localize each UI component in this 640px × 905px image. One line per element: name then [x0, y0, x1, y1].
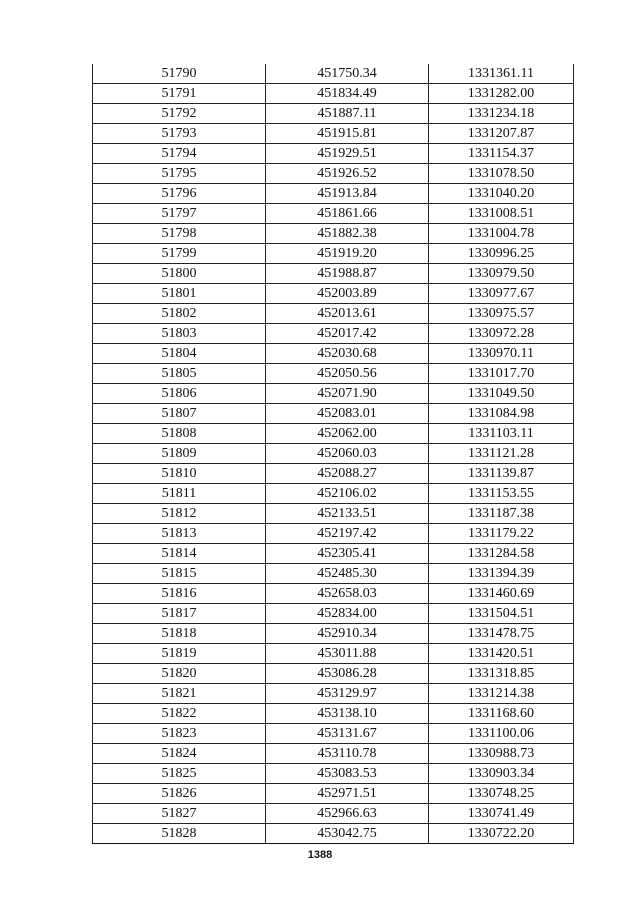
x-coordinate-cell: 453011.88	[266, 644, 429, 664]
x-coordinate-cell: 452106.02	[266, 484, 429, 504]
point-id-cell: 51810	[93, 464, 266, 484]
x-coordinate-cell: 453131.67	[266, 724, 429, 744]
y-coordinate-cell: 1331478.75	[429, 624, 574, 644]
x-coordinate-cell: 453110.78	[266, 744, 429, 764]
x-coordinate-cell: 452834.00	[266, 604, 429, 624]
point-id-cell: 51800	[93, 264, 266, 284]
point-id-cell: 51817	[93, 604, 266, 624]
x-coordinate-cell: 452485.30	[266, 564, 429, 584]
y-coordinate-cell: 1331008.51	[429, 204, 574, 224]
y-coordinate-cell: 1330977.67	[429, 284, 574, 304]
y-coordinate-cell: 1331168.60	[429, 704, 574, 724]
table-row	[93, 524, 574, 544]
point-id-cell: 51815	[93, 564, 266, 584]
point-id-cell: 51807	[93, 404, 266, 424]
table-row	[93, 464, 574, 484]
table-row	[93, 424, 574, 444]
coordinates-table	[92, 64, 574, 844]
point-id-cell: 51806	[93, 384, 266, 404]
point-id-cell: 51799	[93, 244, 266, 264]
x-coordinate-cell: 453086.28	[266, 664, 429, 684]
table-row	[93, 644, 574, 664]
point-id-cell: 51791	[93, 84, 266, 104]
y-coordinate-cell: 1331040.20	[429, 184, 574, 204]
table-row	[93, 664, 574, 684]
x-coordinate-cell: 451926.52	[266, 164, 429, 184]
point-id-cell: 51813	[93, 524, 266, 544]
y-coordinate-cell: 1330979.50	[429, 264, 574, 284]
table-row	[93, 384, 574, 404]
table-row	[93, 344, 574, 364]
y-coordinate-cell: 1331179.22	[429, 524, 574, 544]
y-coordinate-cell: 1331214.38	[429, 684, 574, 704]
y-coordinate-cell: 1331207.87	[429, 124, 574, 144]
y-coordinate-cell: 1331017.70	[429, 364, 574, 384]
table-row	[93, 604, 574, 624]
x-coordinate-cell: 452305.41	[266, 544, 429, 564]
point-id-cell: 51822	[93, 704, 266, 724]
table-row	[93, 584, 574, 604]
table-row	[93, 544, 574, 564]
table-row	[93, 224, 574, 244]
table-row	[93, 764, 574, 784]
table-row	[93, 484, 574, 504]
x-coordinate-cell: 451913.84	[266, 184, 429, 204]
x-coordinate-cell: 452062.00	[266, 424, 429, 444]
point-id-cell: 51808	[93, 424, 266, 444]
x-coordinate-cell: 453129.97	[266, 684, 429, 704]
point-id-cell: 51809	[93, 444, 266, 464]
table-row	[93, 704, 574, 724]
y-coordinate-cell: 1331318.85	[429, 664, 574, 684]
point-id-cell: 51819	[93, 644, 266, 664]
table-row	[93, 504, 574, 524]
point-id-cell: 51802	[93, 304, 266, 324]
table-row	[93, 824, 574, 844]
y-coordinate-cell: 1331103.11	[429, 424, 574, 444]
table-row	[93, 204, 574, 224]
x-coordinate-cell: 452197.42	[266, 524, 429, 544]
point-id-cell: 51804	[93, 344, 266, 364]
x-coordinate-cell: 452910.34	[266, 624, 429, 644]
y-coordinate-cell: 1330988.73	[429, 744, 574, 764]
table-row	[93, 744, 574, 764]
x-coordinate-cell: 451887.11	[266, 104, 429, 124]
y-coordinate-cell: 1331234.18	[429, 104, 574, 124]
point-id-cell: 51814	[93, 544, 266, 564]
point-id-cell: 51826	[93, 784, 266, 804]
table-row	[93, 184, 574, 204]
x-coordinate-cell: 451988.87	[266, 264, 429, 284]
y-coordinate-cell: 1331460.69	[429, 584, 574, 604]
x-coordinate-cell: 452133.51	[266, 504, 429, 524]
x-coordinate-cell: 452050.56	[266, 364, 429, 384]
point-id-cell: 51797	[93, 204, 266, 224]
point-id-cell: 51790	[93, 64, 266, 84]
table-row	[93, 404, 574, 424]
y-coordinate-cell: 1331187.38	[429, 504, 574, 524]
point-id-cell: 51820	[93, 664, 266, 684]
table-row	[93, 684, 574, 704]
point-id-cell: 51827	[93, 804, 266, 824]
y-coordinate-cell: 1331084.98	[429, 404, 574, 424]
x-coordinate-cell: 451834.49	[266, 84, 429, 104]
y-coordinate-cell: 1331004.78	[429, 224, 574, 244]
x-coordinate-cell: 452060.03	[266, 444, 429, 464]
y-coordinate-cell: 1330903.34	[429, 764, 574, 784]
x-coordinate-cell: 451915.81	[266, 124, 429, 144]
y-coordinate-cell: 1331139.87	[429, 464, 574, 484]
y-coordinate-cell: 1331078.50	[429, 164, 574, 184]
y-coordinate-cell: 1330996.25	[429, 244, 574, 264]
point-id-cell: 51793	[93, 124, 266, 144]
table-row	[93, 304, 574, 324]
y-coordinate-cell: 1331100.06	[429, 724, 574, 744]
point-id-cell: 51803	[93, 324, 266, 344]
coordinates-table-body	[93, 64, 574, 844]
point-id-cell: 51805	[93, 364, 266, 384]
x-coordinate-cell: 451929.51	[266, 144, 429, 164]
table-row	[93, 804, 574, 824]
x-coordinate-cell: 452088.27	[266, 464, 429, 484]
table-row	[93, 324, 574, 344]
point-id-cell: 51812	[93, 504, 266, 524]
y-coordinate-cell: 1330975.57	[429, 304, 574, 324]
x-coordinate-cell: 451750.34	[266, 64, 429, 84]
table-row	[93, 244, 574, 264]
y-coordinate-cell: 1330741.49	[429, 804, 574, 824]
table-row	[93, 264, 574, 284]
point-id-cell: 51811	[93, 484, 266, 504]
table-row	[93, 164, 574, 184]
y-coordinate-cell: 1331154.37	[429, 144, 574, 164]
point-id-cell: 51823	[93, 724, 266, 744]
table-row	[93, 124, 574, 144]
point-id-cell: 51792	[93, 104, 266, 124]
table-row	[93, 564, 574, 584]
y-coordinate-cell: 1331049.50	[429, 384, 574, 404]
y-coordinate-cell: 1330972.28	[429, 324, 574, 344]
point-id-cell: 51825	[93, 764, 266, 784]
x-coordinate-cell: 452083.01	[266, 404, 429, 424]
table-row	[93, 84, 574, 104]
point-id-cell: 51798	[93, 224, 266, 244]
table-row	[93, 724, 574, 744]
y-coordinate-cell: 1331361.11	[429, 64, 574, 84]
x-coordinate-cell: 452017.42	[266, 324, 429, 344]
x-coordinate-cell: 452966.63	[266, 804, 429, 824]
point-id-cell: 51816	[93, 584, 266, 604]
x-coordinate-cell: 451882.38	[266, 224, 429, 244]
x-coordinate-cell: 451861.66	[266, 204, 429, 224]
point-id-cell: 51795	[93, 164, 266, 184]
y-coordinate-cell: 1331282.00	[429, 84, 574, 104]
y-coordinate-cell: 1331153.55	[429, 484, 574, 504]
table-row	[93, 624, 574, 644]
x-coordinate-cell: 452030.68	[266, 344, 429, 364]
point-id-cell: 51828	[93, 824, 266, 844]
point-id-cell: 51794	[93, 144, 266, 164]
x-coordinate-cell: 453042.75	[266, 824, 429, 844]
y-coordinate-cell: 1331504.51	[429, 604, 574, 624]
point-id-cell: 51818	[93, 624, 266, 644]
table-row	[93, 64, 574, 84]
x-coordinate-cell: 452013.61	[266, 304, 429, 324]
table-row	[93, 284, 574, 304]
table-row	[93, 104, 574, 124]
point-id-cell: 51824	[93, 744, 266, 764]
table-row	[93, 144, 574, 164]
table-row	[93, 364, 574, 384]
x-coordinate-cell: 451919.20	[266, 244, 429, 264]
table-row	[93, 784, 574, 804]
point-id-cell: 51796	[93, 184, 266, 204]
x-coordinate-cell: 452658.03	[266, 584, 429, 604]
x-coordinate-cell: 453138.10	[266, 704, 429, 724]
y-coordinate-cell: 1331420.51	[429, 644, 574, 664]
point-id-cell: 51801	[93, 284, 266, 304]
table-row	[93, 444, 574, 464]
x-coordinate-cell: 452071.90	[266, 384, 429, 404]
y-coordinate-cell: 1330970.11	[429, 344, 574, 364]
x-coordinate-cell: 452971.51	[266, 784, 429, 804]
y-coordinate-cell: 1331284.58	[429, 544, 574, 564]
y-coordinate-cell: 1330722.20	[429, 824, 574, 844]
y-coordinate-cell: 1330748.25	[429, 784, 574, 804]
point-id-cell: 51821	[93, 684, 266, 704]
page-number: 1388	[307, 849, 333, 861]
y-coordinate-cell: 1331121.28	[429, 444, 574, 464]
y-coordinate-cell: 1331394.39	[429, 564, 574, 584]
x-coordinate-cell: 453083.53	[266, 764, 429, 784]
x-coordinate-cell: 452003.89	[266, 284, 429, 304]
